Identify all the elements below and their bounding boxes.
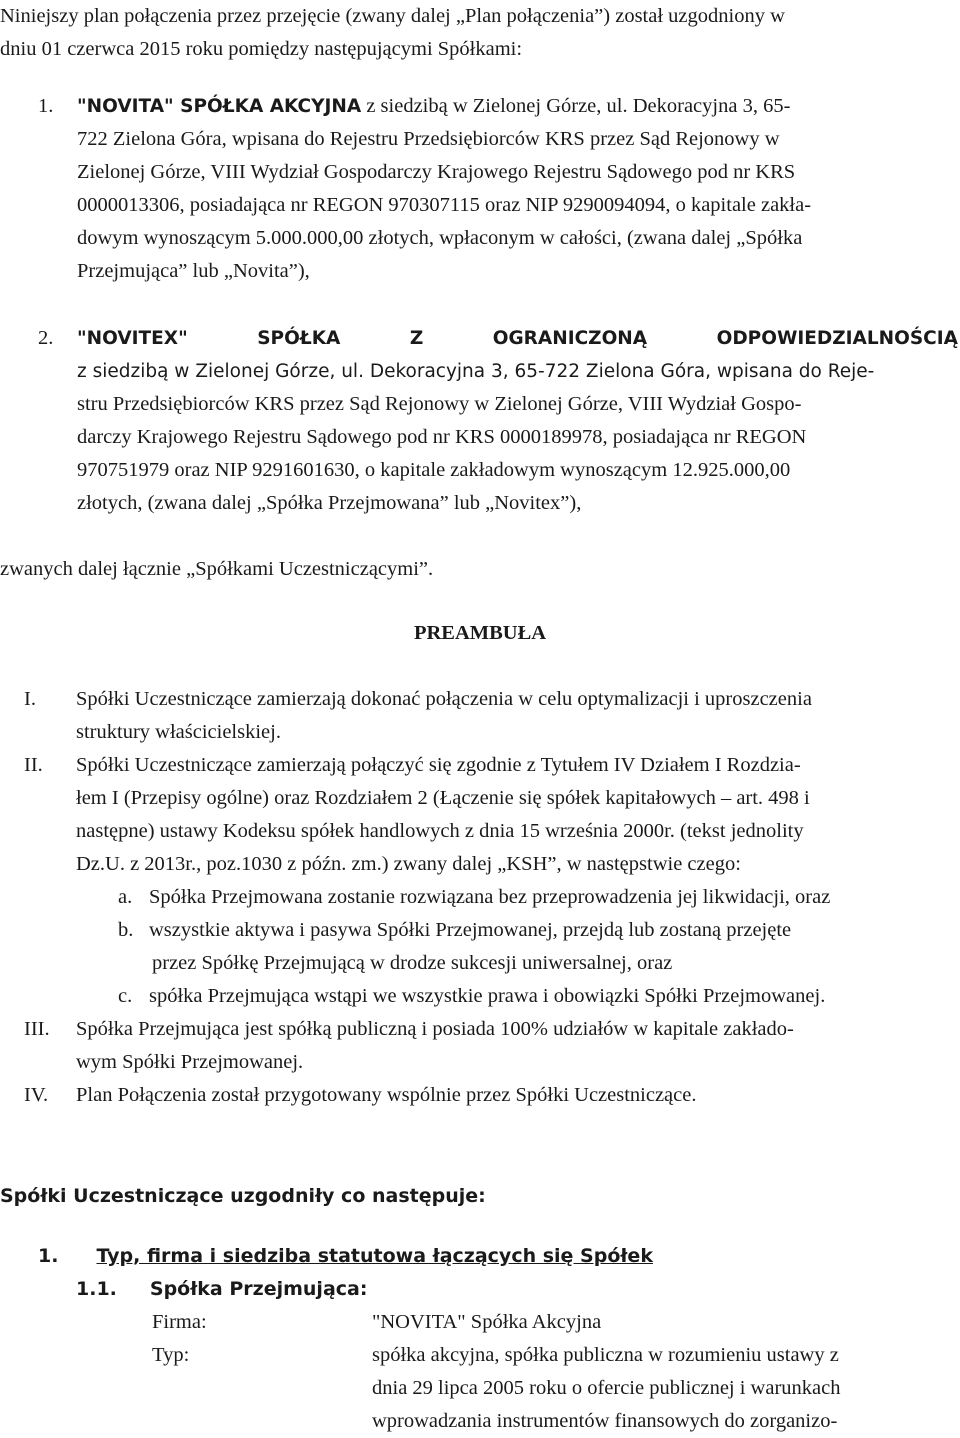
subsection-title: Spółka Przejmująca: — [149, 1278, 368, 1300]
definition-label: Typ: — [152, 1344, 190, 1366]
party-line: Zielonej Górze, VIII Wydział Gospodarczy Krajowego Rejestru Sądowego pod nr KRS — [77, 161, 796, 183]
preamble-title: PREAMBUŁA — [413, 622, 547, 644]
definition-label: Firma: — [152, 1311, 207, 1333]
preamble-item-3: III. Spółka Przejmująca jest spółką publiczną i posiada 100% udziałów w kapitale zakłado- wym Spółki Przejmowanej. — [0, 1013, 958, 1079]
subsection-1-1-heading — [76, 1273, 367, 1306]
party-line: Przejmująca” lub „Novita”), — [77, 260, 310, 282]
party-novita — [30, 90, 958, 288]
party-line: 0000013306, posiadająca nr REGON 970307115 oraz NIP 9290094094, o kapitale zakła- — [77, 194, 812, 216]
roman-numeral: II. — [24, 754, 43, 776]
intro-line-1: Niniejszy plan połączenia przez przejęcie (zwany dalej „Plan połączenia”) został uzgodniony w — [0, 5, 785, 27]
section-number: 1. — [38, 1245, 59, 1267]
party-name: "NOVITA" SPÓŁKA AKCYJNA — [77, 96, 362, 117]
section-title: Typ, firma i siedziba statutowa łączących się Spółek — [96, 1245, 653, 1267]
closing-sentence: zwanych dalej łącznie „Spółkami Uczestniczącymi”. — [0, 558, 434, 580]
definition-value: wprowadzania instrumentów finansowych do zorganizo- — [372, 1410, 838, 1432]
party-line: stru Przedsiębiorców KRS przez Sąd Rejonowy w Zielonej Górze, VIII Wydział Gospo- — [77, 393, 802, 415]
party-line: złotych, (zwana dalej „Spółka Przejmowana” lub „Novitex”), — [77, 492, 582, 514]
preamble-item-4: IV. Plan Połączenia został przygotowany wspólnie przez Spółki Uczestniczące. — [0, 1079, 958, 1112]
party-name: "NOVITEX" SPÓŁKA Z OGRANICZONĄ ODPOWIEDZIALNOŚCIĄ — [77, 328, 958, 349]
definition-row-firma — [152, 1306, 958, 1339]
party-novitex — [30, 322, 958, 520]
party-number: 2. — [38, 327, 54, 349]
preamble-subitem-c: c. spółka Przejmująca wstąpi we wszystkie prawa i obowiązki Spółki Przejmowanej. — [0, 980, 958, 1013]
preamble-item-1: I. Spółki Uczestniczące zamierzają dokonać połączenia w celu optymalizacji i uproszczenia struktury właścicielskiej. — [0, 683, 958, 749]
subitem-letter: b. — [118, 919, 134, 941]
section-1-heading — [38, 1240, 653, 1273]
subitem-letter: c. — [118, 985, 133, 1007]
party-line: "NOVITA" SPÓŁKA AKCYJNA z siedzibą w Zielonej Górze, ul. Dekoracyjna 3, 65- — [77, 95, 791, 117]
party-line: 970751979 oraz NIP 9291601630, o kapitale zakładowym wynoszącym 12.925.000,00 — [77, 459, 791, 481]
subitem-letter: a. — [118, 886, 133, 908]
definition-value: dnia 29 lipca 2005 roku o ofercie publicznej i warunkach — [372, 1377, 841, 1399]
party-number: 1. — [38, 95, 54, 117]
party-line: dowym wynoszącym 5.000.000,00 złotych, wpłaconym w całości, (zwana dalej „Spółka — [77, 227, 803, 249]
definition-row-typ — [152, 1339, 958, 1438]
roman-numeral: IV. — [24, 1084, 49, 1106]
definition-value: spółka akcyjna, spółka publiczna w rozumieniu ustawy z — [372, 1344, 839, 1366]
roman-numeral: I. — [24, 688, 36, 710]
agreed-heading: Spółki Uczestniczące uzgodniły co następuje: — [0, 1185, 486, 1207]
preamble-item-2: II. Spółki Uczestniczące zamierzają połączyć się zgodnie z Tytułem IV Działem I Rozdzia- łem I (Przepisy ogólne) oraz Rozdziałem 2 (Łączenie się spółek kapitałowych – art. 498 i następne) ustawy Kodeksu spółek handlowych z dnia 15 września 2000r. (tekst jednolity Dz.U. z 2013r., poz.1030 z późn. zm.) zwany dalej „KSH”, w następstwie czego: — [0, 749, 958, 881]
intro-paragraph — [0, 0, 958, 66]
party-line: darczy Krajowego Rejestru Sądowego pod nr KRS 0000189978, posiadająca nr REGON — [77, 426, 807, 448]
roman-numeral: III. — [24, 1018, 50, 1040]
party-line: z siedzibą w Zielonej Górze, ul. Dekoracyjna 3, 65-722 Zielona Góra, wpisana do Reje- — [77, 361, 875, 382]
definition-value: "NOVITA" Spółka Akcyjna — [372, 1311, 602, 1333]
preamble-subitem-b: b. wszystkie aktywa i pasywa Spółki Przejmowanej, przejdą lub zostaną przejęte przez Spółkę Przejmującą w drodze sukcesji uniwersalnej, oraz — [0, 914, 958, 980]
intro-line-2: dniu 01 czerwca 2015 roku pomiędzy następującymi Spółkami: — [0, 38, 523, 60]
preamble-subitem-a: a. Spółka Przejmowana zostanie rozwiązana bez przeprowadzenia jej likwidacji, oraz — [0, 881, 958, 914]
party-line: 722 Zielona Góra, wpisana do Rejestru Przedsiębiorców KRS przez Sąd Rejonowy w — [77, 128, 780, 150]
subsection-number: 1.1. — [76, 1278, 117, 1300]
